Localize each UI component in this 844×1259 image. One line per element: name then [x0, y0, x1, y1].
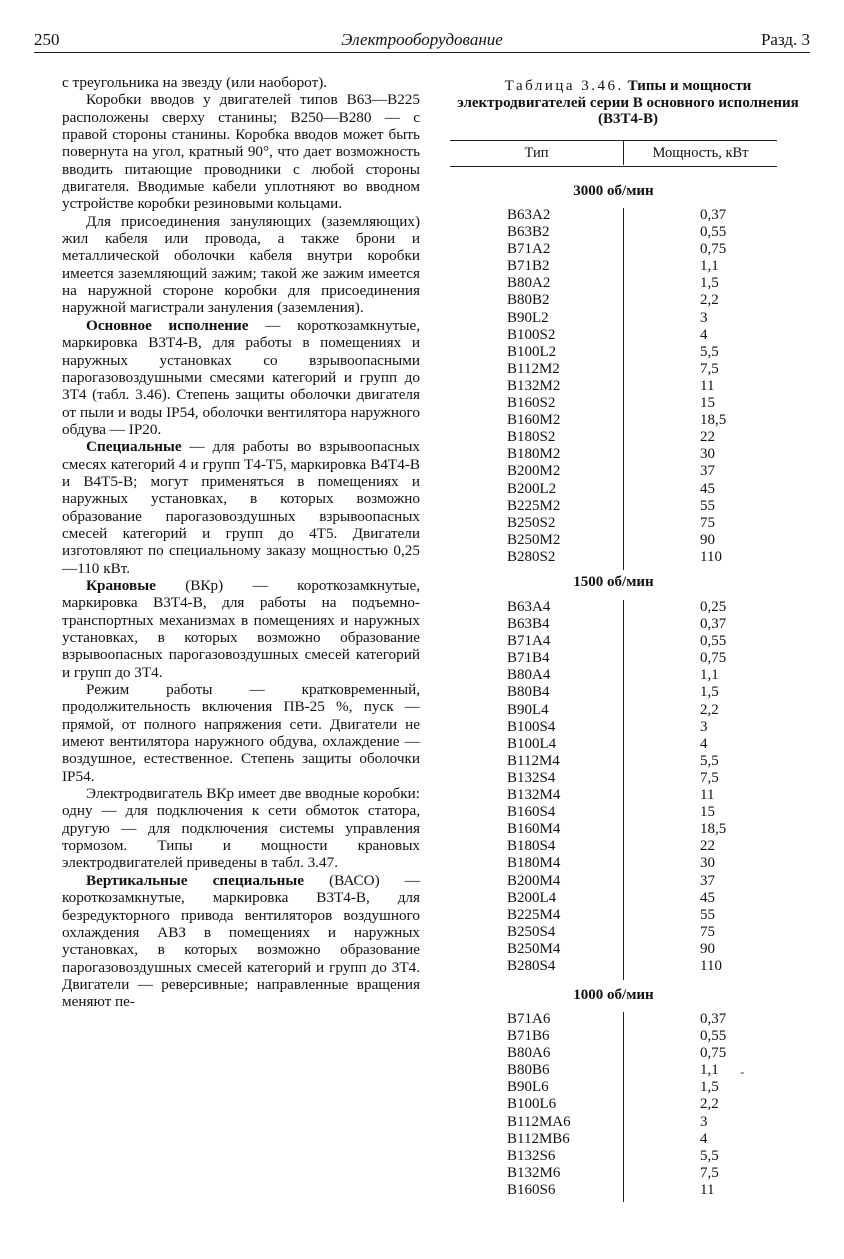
table-row: [507, 941, 747, 958]
motor-type-cell: В71В2: [507, 258, 550, 275]
table-row: [507, 463, 747, 480]
table-row: [507, 770, 747, 787]
power-cell: 2,2: [700, 701, 719, 718]
power-cell: 0,75: [700, 241, 727, 258]
table-row: [507, 207, 747, 224]
table-row: [507, 1062, 747, 1079]
power-cell: 75: [700, 923, 715, 940]
table-row: [507, 907, 747, 924]
motor-type-cell: В280S2: [507, 548, 556, 565]
motor-type-cell: В100S4: [507, 718, 556, 735]
table-row: [507, 515, 747, 532]
power-cell: 0,37: [700, 616, 727, 633]
motor-type-cell: В225М2: [507, 497, 561, 514]
table-row: [507, 361, 747, 378]
power-cell: 1,5: [700, 684, 719, 701]
table-row: [507, 958, 747, 975]
table-column-divider: [623, 140, 624, 165]
motor-type-cell: В80А4: [507, 667, 551, 684]
power-cell: 0,55: [700, 224, 727, 241]
table-row: [507, 481, 747, 498]
power-cell: 11: [700, 1181, 715, 1198]
power-cell: 30: [700, 446, 715, 463]
motor-type-cell: В90L2: [507, 309, 549, 326]
motor-type-cell: В71А2: [507, 241, 551, 258]
table-row: [507, 667, 747, 684]
table-number: Таблица 3.46.: [504, 78, 624, 94]
table-caption: [448, 78, 808, 128]
table-row: [507, 1182, 747, 1199]
motor-type-cell: В71А6: [507, 1011, 551, 1027]
power-cell: 1,1: [700, 258, 719, 275]
motor-type-cell: В80В6: [507, 1062, 550, 1079]
paragraph-text: — короткозамкнутые, маркировка В3Т4-В, для работы в помещениях и наружных установках со взрывоопасными парогазовоздушными смесями категорий и групп до 3Т4 (табл. 3.46). Степень защиты оболочки двигателя от пыли и воды IP54, оболочки вентилятора наружного обдува — IP20.: [62, 316, 420, 438]
motor-type-cell: В100L4: [507, 735, 557, 752]
motor-type-cell: В180S4: [507, 838, 556, 855]
motor-type-cell: В132S4: [507, 769, 556, 786]
table-row: [507, 890, 747, 907]
power-cell: 11: [700, 377, 715, 394]
power-cell: 0,37: [700, 1011, 727, 1027]
power-cell: 4: [700, 735, 708, 752]
power-cell: 2,2: [700, 1096, 719, 1113]
power-cell: 0,37: [700, 207, 727, 223]
table-row: [507, 532, 747, 549]
motor-type-cell: В200L2: [507, 480, 557, 497]
power-cell: 18,5: [700, 412, 727, 429]
table-row: [507, 599, 747, 616]
body-text-column: [62, 74, 420, 1011]
motor-type-cell: В71А4: [507, 633, 551, 650]
power-cell: 1,5: [700, 1079, 719, 1096]
power-cell: 1,5: [700, 275, 719, 292]
power-cell: 45: [700, 480, 715, 497]
motor-type-cell: В160S6: [507, 1181, 556, 1198]
power-cell: 22: [700, 429, 715, 446]
motor-type-cell: В250М4: [507, 940, 561, 957]
table-row: [507, 1045, 747, 1062]
motor-type-cell: В100L2: [507, 343, 557, 360]
speed-group-heading: 1500 об/мин: [573, 574, 654, 590]
running-title: Электрооборудование: [341, 30, 503, 49]
power-cell: 90: [700, 940, 715, 957]
paragraph: Коробки вводов у двигателей типов В63—В225 расположены сверху станины; В250—В280 — с правой стороны станины. Коробка вводов может быть повернута на угол, кратный 90°, что дает возможность вводить питающие проводники с любой стороны двигателя. Вводимые кабели уплотняют во вводном устройстве коробки резиновыми кольцами.: [62, 91, 420, 213]
motor-type-cell: В225М4: [507, 906, 561, 923]
table-row: [507, 633, 747, 650]
table-row: [507, 873, 747, 890]
table-row: [507, 224, 747, 241]
table-row: [507, 736, 747, 753]
table-group-rows: [507, 1011, 747, 1199]
power-cell: 0,75: [700, 1045, 727, 1062]
motor-type-cell: В63В4: [507, 616, 550, 633]
motor-type-cell: В100S2: [507, 326, 556, 343]
power-cell: 22: [700, 838, 715, 855]
paragraph-text: (ВКр) — короткозамкнутые, маркировка В3Т4-В, для работы на подъемно-транспортных механизмах в помещениях и наружных установках, в которых возможно образование взрывоопасных парогазовоздушных смесей категорий и групп до 3Т4.: [62, 576, 420, 681]
column-header-type: Тип: [524, 145, 549, 161]
power-cell: 15: [700, 804, 715, 821]
table-row: [507, 838, 747, 855]
table-row: [507, 1114, 747, 1131]
table-row: [507, 719, 747, 736]
motor-type-cell: В160S2: [507, 395, 556, 412]
paragraph-special-version: [62, 438, 420, 577]
term-heading: Крановые: [86, 576, 156, 594]
motor-type-cell: В71В6: [507, 1028, 550, 1045]
speed-group-heading: 1000 об/мин: [573, 987, 654, 1003]
motor-type-cell: В112М2: [507, 360, 560, 377]
table-row: [507, 275, 747, 292]
stray-mark: -: [740, 1064, 745, 1079]
motor-type-cell: В63А2: [507, 207, 551, 223]
motor-type-cell: В112МВ6: [507, 1130, 570, 1147]
motor-type-cell: В90L4: [507, 701, 549, 718]
page-header: [34, 30, 810, 53]
table-row: [507, 684, 747, 701]
table-row: [507, 1028, 747, 1045]
power-cell: 5,5: [700, 752, 719, 769]
motor-type-cell: В90L6: [507, 1079, 549, 1096]
power-cell: 110: [700, 548, 722, 565]
table-title: Типы и мощности электродвигателей серии В основного исполнения (В3Т4-В): [457, 78, 799, 128]
motor-type-cell: В63А4: [507, 599, 551, 615]
motor-type-cell: В63В2: [507, 224, 550, 241]
power-cell: 15: [700, 395, 715, 412]
power-cell: 110: [700, 957, 722, 974]
paragraph-text: — для работы во взрывоопасных смесях категорий 4 и групп Т4-Т5, маркировка В4Т4-В и В4Т5-В; могут применяться в помещениях и наружных установках, в которых возможно образование парогазовоздушных взрывоопасных смесей категорий и групп до 4Т5. Двигатели изготовляют по специальному заказу мощностью 0,25—110 кВт.: [62, 438, 420, 577]
motor-type-cell: В250S4: [507, 923, 556, 940]
table-row: [507, 378, 747, 395]
table-row: [507, 549, 747, 566]
table-row: [507, 446, 747, 463]
table-row: [507, 616, 747, 633]
power-cell: 37: [700, 463, 715, 480]
motor-type-cell: В71В4: [507, 650, 550, 667]
power-cell: 0,75: [700, 650, 727, 667]
table-row: [507, 855, 747, 872]
motor-type-cell: В80А6: [507, 1045, 551, 1062]
term-heading: Основное исполнение: [86, 316, 249, 334]
table-row: [507, 310, 747, 327]
section-label: Разд. 3: [760, 30, 810, 49]
paragraph: Для присоединения зануляющих (заземляющих) жил кабеля или провода, а также брони и металлической оболочки кабеля внутри коробки имеется заземляющий зажим; такой же зажим имеется на наружной стороне коробки для присоединения наружной магистрали зануления (заземления).: [62, 212, 420, 317]
column-header-power: Мощность, кВт: [652, 145, 749, 161]
motor-type-cell: В160S4: [507, 804, 556, 821]
table-row: [507, 924, 747, 941]
motor-type-cell: В250S2: [507, 514, 556, 531]
table-row: [507, 258, 747, 275]
power-cell: 37: [700, 872, 715, 889]
power-cell: 5,5: [700, 343, 719, 360]
motor-type-cell: В180М2: [507, 446, 561, 463]
table-row: [507, 804, 747, 821]
table-row: [507, 1165, 747, 1182]
power-cell: 3: [700, 718, 708, 735]
power-cell: 0,55: [700, 1028, 727, 1045]
paragraph-crane-version: [62, 577, 420, 681]
paragraph-text: (ВАСО) — короткозамкнутые, маркировка В3Т4-В, для безредукторного привода вентиляторов воздушного охлаждения АВЗ в помещениях и наружных установках, в которых возможно образование парогазовоздушных смесей категорий и групп до 3Т4. Двигатели — реверсивные; направленные вращения меняют пе-: [62, 871, 420, 1011]
power-cell: 3: [700, 1113, 708, 1130]
motor-type-cell: В80В2: [507, 292, 550, 309]
table-row: [507, 1131, 747, 1148]
table-header: [450, 140, 777, 167]
table-row: [507, 1148, 747, 1165]
motor-type-cell: В200М4: [507, 872, 561, 889]
power-cell: 1,1: [700, 1062, 719, 1079]
table-row: [507, 650, 747, 667]
motor-type-cell: В80А2: [507, 275, 551, 292]
table-group-rows: [507, 207, 747, 566]
table-row: [507, 821, 747, 838]
power-cell: 7,5: [700, 1164, 719, 1181]
power-cell: 4: [700, 326, 708, 343]
page-number: 250: [34, 30, 60, 49]
motor-type-cell: В132S6: [507, 1147, 556, 1164]
table-row: [507, 1079, 747, 1096]
power-cell: 1,1: [700, 667, 719, 684]
speed-group-heading: 3000 об/мин: [573, 183, 654, 199]
motor-type-cell: В112МА6: [507, 1113, 571, 1130]
table-row: [507, 1096, 747, 1113]
motor-type-cell: В112М4: [507, 752, 560, 769]
motor-type-cell: В160М4: [507, 821, 561, 838]
power-cell: 30: [700, 855, 715, 872]
power-cell: 90: [700, 531, 715, 548]
paragraph-vertical-version: [62, 872, 420, 1011]
paragraph: Режим работы — кратковременный, продолжительность включения ПВ-25 %, пуск — прямой, от полного напряжения сети. Двигатели не имеют вентилятора наружного обдува, охлаждение — воздушное, естественное. Степень защиты оболочки IP54.: [62, 681, 420, 785]
motor-type-cell: В80В4: [507, 684, 550, 701]
power-cell: 0,25: [700, 599, 727, 615]
table-row: [507, 753, 747, 770]
table-row: [507, 241, 747, 258]
table-row: [507, 412, 747, 429]
table-row: [507, 327, 747, 344]
paragraph: с треугольника на звезду (или наоборот).: [62, 74, 328, 91]
power-cell: 55: [700, 906, 715, 923]
power-cell: 5,5: [700, 1147, 719, 1164]
table-row: [507, 292, 747, 309]
table-group-rows: [507, 599, 747, 975]
table-row: [507, 787, 747, 804]
table-row: [507, 702, 747, 719]
motor-type-cell: В200М2: [507, 463, 561, 480]
power-cell: 4: [700, 1130, 708, 1147]
motor-type-cell: В160М2: [507, 412, 561, 429]
power-cell: 45: [700, 889, 715, 906]
motor-type-cell: В180М4: [507, 855, 561, 872]
motor-type-cell: В280S4: [507, 957, 556, 974]
table-row: [507, 344, 747, 361]
paragraph: Электродвигатель ВКр имеет две вводные коробки: одну — для подключения к сети обмоток статора, другую — для подключения системы управления тормозом. Типы и мощности крановых электродвигателей приведены в табл. 3.47.: [62, 785, 420, 872]
motor-type-cell: В132М6: [507, 1164, 561, 1181]
power-cell: 75: [700, 514, 715, 531]
motor-type-cell: В180S2: [507, 429, 556, 446]
motor-type-cell: В200L4: [507, 889, 557, 906]
term-heading: Специальные: [86, 438, 182, 456]
table-row: [507, 1011, 747, 1028]
term-heading: Вертикальные специальные: [86, 871, 304, 889]
table-row: [507, 395, 747, 412]
power-cell: 7,5: [700, 360, 719, 377]
table-row: [507, 429, 747, 446]
power-cell: 18,5: [700, 821, 727, 838]
power-cell: 3: [700, 309, 708, 326]
paragraph-basic-version: [62, 317, 420, 438]
motor-type-cell: В132М2: [507, 377, 561, 394]
power-cell: 0,55: [700, 633, 727, 650]
power-cell: 55: [700, 497, 715, 514]
table-row: [507, 498, 747, 515]
power-cell: 7,5: [700, 769, 719, 786]
motor-type-cell: В100L6: [507, 1096, 557, 1113]
motor-type-cell: В250М2: [507, 531, 561, 548]
power-cell: 11: [700, 787, 715, 804]
power-cell: 2,2: [700, 292, 719, 309]
motor-type-cell: В132М4: [507, 787, 561, 804]
